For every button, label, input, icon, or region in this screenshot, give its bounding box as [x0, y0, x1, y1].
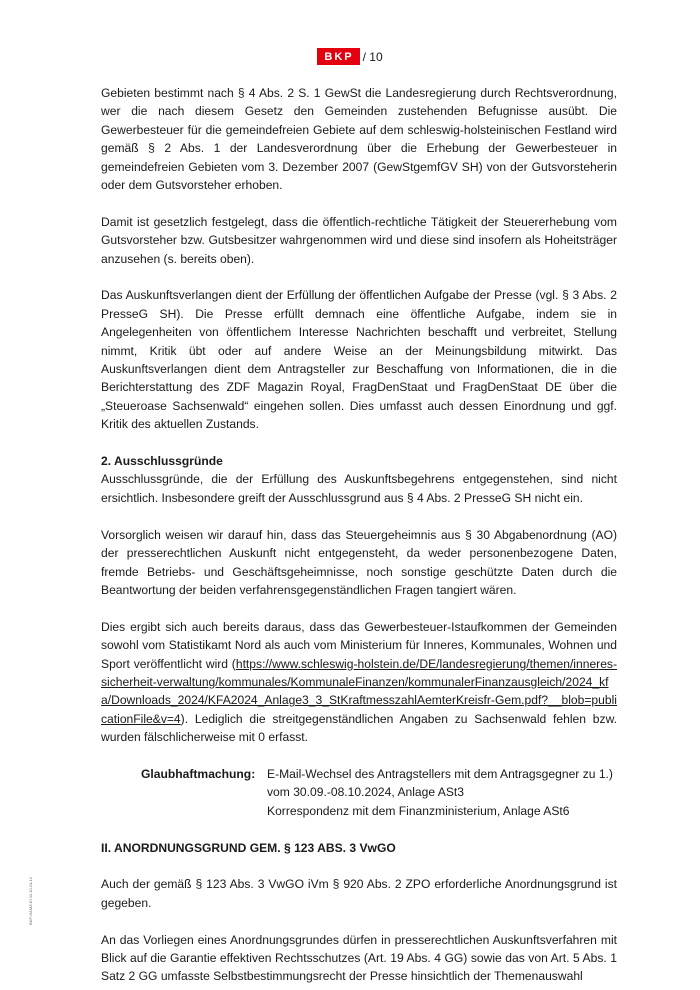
page-header	[0, 48, 700, 66]
evidence-line: Korrespondenz mit dem Finanzministerium, Anlage ASt6	[267, 803, 570, 818]
paragraph: Vorsorglich weisen wir darauf hin, dass das Steuergeheimnis aus § 30 Abgabenordnung (AO) der presserechtlichen Auskunft nicht entgegensteht, da weder personenbezogene Daten, fremde Betriebs- und Geschäftsgeheimnisse, noch sonstige geschützte Daten durch die Beantwortung der beiden verfahrensgegenständlichen Fragen tangiert wären.	[101, 527, 617, 597]
document-body	[101, 84, 617, 986]
evidence-line: E-Mail-Wechsel des Antragstellers mit dem Antragsgegner zu 1.)	[267, 766, 613, 781]
paragraph: Auch der gemäß § 123 Abs. 3 VwGO iVm § 920 Abs. 2 ZPO erforderliche Anordnungsgrund ist gegeben.	[101, 877, 617, 910]
section-heading-ausschlussgruende: 2. Ausschlussgründe	[101, 454, 223, 469]
paragraph: Ausschlussgründe, die der Erfüllung des Auskunftsbegehrens entgegenstehen, sind nicht ersichtlich. Insbesondere greift der Ausschlussgrund aus § 4 Abs. 2 PresseG SH nicht ein.	[101, 472, 617, 505]
paragraph: An das Vorliegen eines Anordnungsgrundes dürfen in presserechtlichen Auskunftsverfahren mit Blick auf die Garantie effektiven Rechtsschutzes (Art. 19 Abs. 4 GG) sowie das von Art. 5 Abs. 1 Satz 2 GG umfasste Selbstbestimmungsrecht der Presse hinsichtlich der Themenauswahl	[101, 932, 617, 984]
page-number: / 10	[362, 49, 383, 64]
bkp-logo: BKP	[317, 48, 359, 65]
evidence-line: vom 30.09.-08.10.2024, Anlage ASt3	[267, 785, 465, 800]
statistics-link[interactable]: https://www.schleswig-holstein.de/DE/landesregierung/themen/inneres-sicherheit-verwaltung/kommunales/KommunaleFinanzen/kommunalerFinanzausgleich/2024_kfa/Downloads_2024/KFA2024_Anlage3_3_StKraftmesszahlAemterKreisfr-Gem.pdf?__blob=publicationFile&v=4	[101, 656, 617, 726]
section-heading-anordnungsgrund: II. ANORDNUNGSGRUND GEM. § 123 ABS. 3 VwGO	[101, 840, 396, 855]
paragraph-text: Dies ergibt sich auch bereits daraus, dass das Gewerbesteuer-Istaufkommen der Gemeinden sowohl vom Statistikamt Nord als auch vom Ministerium für Inneres, Kommunales, Wohnen und Sport veröffentlicht wird (	[101, 619, 617, 671]
glaubhaftmachung-evidence	[267, 765, 613, 820]
glaubhaftmachung-label: Glaubhaftmachung:	[141, 766, 256, 781]
glaubhaftmachung-block	[101, 765, 617, 820]
paragraph-with-link	[101, 618, 617, 747]
paragraph: Damit ist gesetzlich festgelegt, dass die öffentlich-rechtliche Tätigkeit der Steuererhebung vom Gutsvorsteher bzw. Gutsbesitzer wahrgenommen wird und diese sind insofern als Hoheitsträger anzusehen (s. bereits oben).	[101, 214, 617, 266]
paragraph-text: ). Lediglich die streitgegenständlichen Angaben zu Sachsenwald fehlen bzw. wurden fälschlicherweise mit 0 erfasst.	[101, 711, 617, 745]
paragraph: Gebieten bestimmt nach § 4 Abs. 2 S. 1 GewSt die Landesregierung durch Rechtsverordnung, wer die nach diesem Gesetz den Gemeinden zustehenden Befugnisse ausübt. Die Gewerbesteuer für die gemeindefreien Gebiete auf dem schleswig-holsteinischen Festland wird gemäß § 2 Abs. 1 der Landesverordnung über die Erhebung der Gewerbesteuer in gemeindefreien Gebieten vom 3. Dezember 2007 (GewStgemfGV SH) von der Gutsvorsteherin oder dem Gutsvorsteher erhoben.	[101, 86, 617, 193]
paragraph: Das Auskunftsverlangen dient der Erfüllung der öffentlichen Aufgabe der Presse (vgl. § 3 Abs. 2 PresseG SH). Die Presse erfüllt demnach eine öffentliche Aufgabe, indem sie in Angelegenheiten von öffentlichem Interesse Nachrichten beschafft und verbreitet, Stellung nimmt, Kritik übt oder auf andere Weise an der Meinungsbildung mitwirkt. Das Auskunftsverlangen dient dem Antragsteller zur Beschaffung von Informationen, die in die Berichterstattung des ZDF Magazin Royal, FragDenStaat und FragDenStaat DE über die „Steueroase Sachsenwald“ eingehen sollen. Dies umfasst auch dessen Einordnung und ggf. Kritik des aktuellen Zustands.	[101, 288, 617, 432]
side-note: BKP-HAMZ-EI 11.10.24-12	[28, 877, 33, 925]
